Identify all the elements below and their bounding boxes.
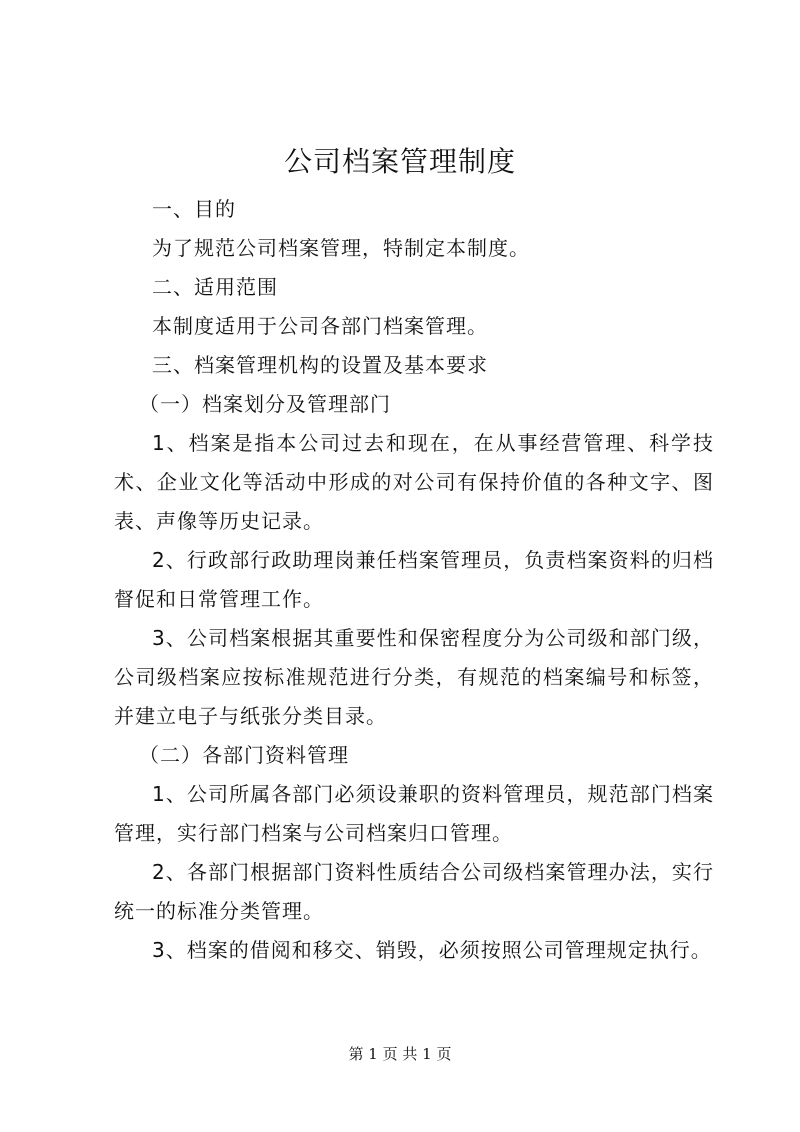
- section-heading-purpose: 一、目的: [152, 197, 236, 221]
- section-heading-scope: 二、适用范围: [152, 275, 278, 299]
- subsection-heading-department: （二）各部门资料管理: [139, 743, 349, 767]
- paragraph-item-2: 2、行政部行政助理岗兼任档案管理员，负责档案资料的归档督促和日常管理工作。: [114, 548, 714, 611]
- paragraph-item-3: 3、公司档案根据其重要性和保密程度分为公司级和部门级，公司级档案应按标准规范进行分类，有规范的档案编号和标签，并建立电子与纸张分类目录。: [114, 626, 714, 728]
- paragraph-scope: 本制度适用于公司各部门档案管理。: [152, 314, 488, 338]
- paragraph-dept-item-2: 2、各部门根据部门资料性质结合公司级档案管理办法，实行统一的标准分类管理。: [114, 860, 714, 923]
- document-body: [114, 190, 714, 970]
- page-number-footer: 第 1 页 共 1 页: [348, 1045, 452, 1063]
- subsection-heading-classification: （一）档案划分及管理部门: [139, 392, 391, 416]
- paragraph-dept-item-3: 3、档案的借阅和移交、销毁，必须按照公司管理规定执行。: [152, 938, 712, 962]
- paragraph-dept-item-1: 1、公司所属各部门必须设兼职的资料管理员，规范部门档案管理，实行部门档案与公司档案归口管理。: [114, 782, 714, 845]
- section-heading-organization: 三、档案管理机构的设置及基本要求: [152, 353, 488, 377]
- document-title: 公司档案管理制度: [283, 145, 516, 178]
- paragraph-item-1: 1、档案是指本公司过去和现在，在从事经营管理、科学技术、企业文化等活动中形成的对公司有保持价值的各种文字、图表、声像等历史记录。: [114, 431, 714, 533]
- paragraph-purpose: 为了规范公司档案管理，特制定本制度。: [152, 236, 530, 260]
